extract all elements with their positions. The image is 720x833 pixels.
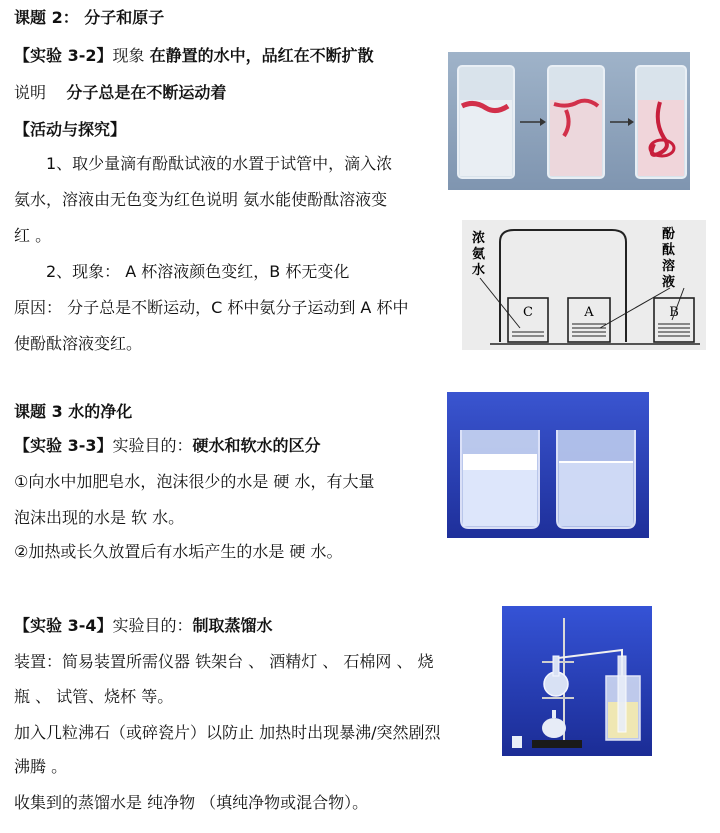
- cup-b-label: B: [669, 305, 679, 320]
- experiment-3-3-line: [14, 434, 321, 458]
- boiling-chips-line-1: 加入几粒沸石（或碎瓷片）以防止 加热时出现暴沸/突然剧烈: [14, 723, 441, 742]
- right-label-4: 液: [662, 275, 676, 290]
- reason-line-1: 原因： 分子总是不断运动，C 杯中氨分子运动到 A 杯中: [14, 298, 409, 317]
- right-label-3: 溶: [662, 259, 676, 274]
- phenomenon-label: 现象: [112, 46, 150, 65]
- section-heading-molecules: 课题 2： 分子和原子: [14, 8, 165, 27]
- cup-a-label: A: [584, 305, 594, 320]
- activity-heading: 【活动与探究】: [14, 120, 127, 139]
- left-label-3: 水: [472, 263, 486, 278]
- distillation-apparatus-illustration: [502, 606, 652, 756]
- water-beakers-illustration: [447, 392, 649, 538]
- paragraph-1-line-2: 氨水，溶液由无色变为红色说明 氨水能使酚酞溶液变: [14, 190, 388, 209]
- experiment-tag: 【实验 3-3】: [14, 436, 113, 455]
- hard-soft-line-2: 泡沫出现的水是 软 水。: [14, 508, 185, 527]
- purpose-label: 实验目的：: [112, 436, 193, 455]
- diffusion-photo: [448, 52, 690, 190]
- explanation-text: 分子总是在不断运动着: [66, 83, 227, 102]
- hard-soft-water-photo: [447, 392, 649, 538]
- boiling-chips-line-2: 沸腾 。: [14, 757, 68, 776]
- ammonia-diffusion-diagram: [462, 220, 706, 350]
- distillation-photo: [502, 606, 652, 756]
- paragraph-1-line-1: 1、取少量滴有酚酞试液的水置于试管中，滴入浓: [46, 154, 393, 173]
- hard-soft-line-1: ①向水中加肥皂水，泡沫很少的水是 硬 水，有大量: [14, 472, 375, 491]
- cup-c-label: C: [523, 305, 533, 320]
- equipment-line-2: 瓶 、 试管、烧杯 等。: [14, 687, 174, 706]
- right-label-2: 酞: [662, 243, 676, 258]
- diagram-svg: [462, 220, 706, 350]
- experiment-3-2-line: [14, 44, 374, 68]
- purpose-label: 实验目的：: [112, 616, 193, 635]
- phenomenon-text: 在静置的水中，品红在不断扩散: [149, 46, 374, 65]
- experiment-tag: 【实验 3-4】: [14, 616, 113, 635]
- purpose-text: 制取蒸馏水: [192, 616, 273, 635]
- equipment-line-1: 装置：简易装置所需仪器 铁架台 、 酒精灯 、 石棉网 、 烧: [14, 652, 434, 671]
- collection-line: 收集到的蒸馏水是 纯净物 （填纯净物或混合物）。: [14, 793, 369, 812]
- scale-line: ②加热或长久放置后有水垢产生的水是 硬 水。: [14, 542, 343, 561]
- explanation-label: 说明: [14, 83, 67, 102]
- reason-line-2: 使酚酞溶液变红。: [14, 334, 143, 353]
- left-label-2: 氨: [472, 247, 486, 262]
- purpose-text: 硬水和软水的区分: [192, 436, 321, 455]
- diffusion-beakers-illustration: [448, 52, 690, 190]
- right-label-1: 酚: [662, 227, 676, 242]
- explanation-line: [14, 81, 226, 105]
- paragraph-2: 2、现象： A 杯溶液颜色变红，B 杯无变化: [46, 262, 350, 281]
- section-heading-water-purification: 课题 3 水的净化: [14, 402, 133, 421]
- paragraph-1-line-3: 红 。: [14, 226, 52, 245]
- left-label-1: 浓: [472, 231, 486, 246]
- experiment-tag: 【实验 3-2】: [14, 46, 113, 65]
- experiment-3-4-line: [14, 614, 273, 638]
